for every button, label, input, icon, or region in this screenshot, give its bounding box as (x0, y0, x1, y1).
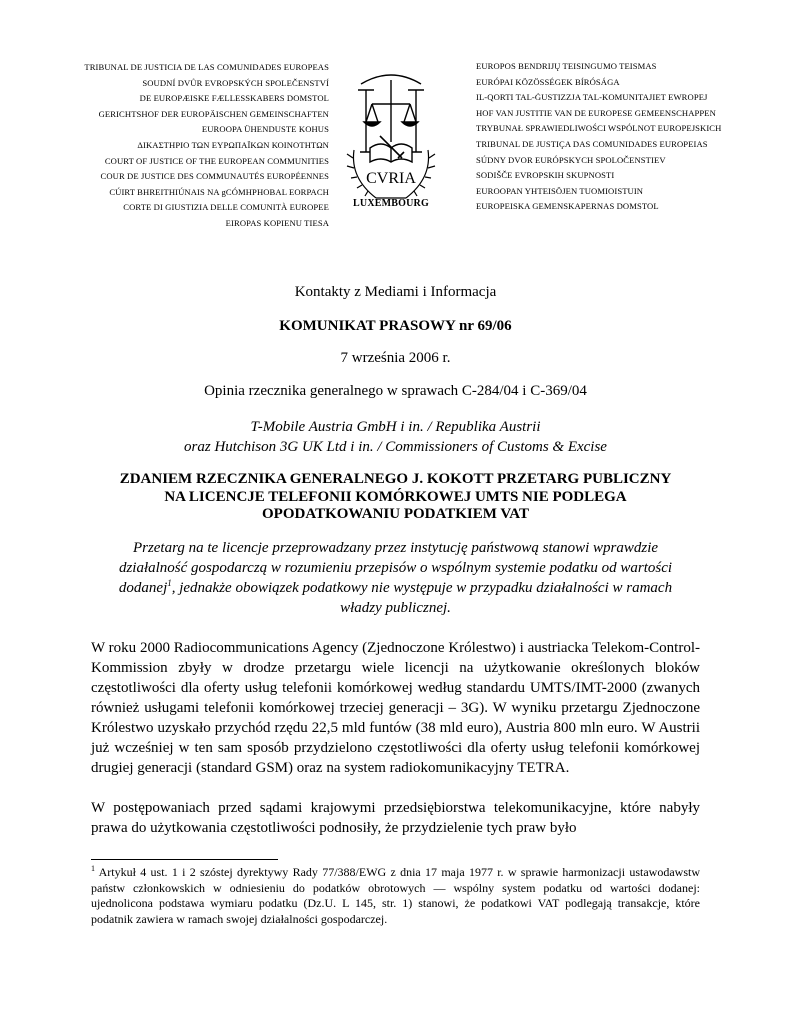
body-paragraph: W postępowaniach przed sądami krajowymi przedsiębiorstwa telekomunikacyjne, które nabyły prawa do użytkowania częstotliwości podnosiły, że przydzielenie tych praw było (91, 800, 700, 836)
parties-line: oraz Hutchison 3G UK Ltd i in. / Commissioners of Customs & Excise (184, 439, 607, 455)
footnote-number: 1 (91, 864, 95, 873)
department-line: Kontakty z Mediami i Informacja (294, 284, 497, 300)
case-parties (60, 417, 731, 457)
parties-line: T-Mobile Austria GmbH i in. / Republika Austrii (250, 419, 541, 435)
headline-line: ZDANIEM RZECZNIKA GENERALNEGO J. KOKOTT PRZETARG PUBLICZNY (119, 471, 672, 487)
court-name: TRIBUNAL DE JUSTIÇA DAS COMUNIDADES EUROPEIAS (476, 138, 708, 149)
footnote-text: Artykuł 4 ust. 1 i 2 szóstej dyrektywy Rady 77/388/EWG z dnia 17 maja 1977 r. w sprawie harmonizacji ustawodawstw państw członkowskich w odniesieniu do podatków obrotowych — wspólny system podatku od wartości dodanej: ujednolicona podstawa wymiaru podatku (Dz.U. L 145, str. 1) stanowi, że podatkowi VAT podlegają transakcje, które podatnik zawiera w ramach swojej działalności gospodarczej. (91, 865, 700, 926)
headline-line: OPODATKOWANIU PODATKIEM VAT (262, 506, 529, 522)
court-name: EURÓPAI KÖZÖSSÉGEK BÍRÓSÁGA (476, 76, 620, 87)
release-date: 7 września 2006 r. (340, 350, 451, 366)
court-name: DE EUROPÆISKE FÆLLESSKABERS DOMSTOL (139, 93, 329, 104)
court-name: COURT OF JUSTICE OF THE EUROPEAN COMMUNITIES (104, 155, 329, 166)
court-name: COUR DE JUSTICE DES COMMUNAUTÉS EUROPÉENNES (100, 171, 329, 182)
court-name: CORTE DI GIUSTIZIA DELLE COMUNITÀ EUROPEE (123, 202, 329, 213)
court-name: HOF VAN JUSTITIE VAN DE EUROPESE GEMEENSCHAPPEN (476, 107, 716, 118)
logo-text: CVRIA (366, 170, 416, 187)
footnote (91, 865, 700, 927)
summary-text: , jednakże obowiązek podatkowy nie występuje w przypadku działalności w ramach władzy publicznej. (171, 580, 673, 616)
court-name: TRIBUNAL DE JUSTICIA DE LAS COMUNIDADES EUROPEAS (84, 62, 329, 72)
court-name: GERICHTSHOF DER EUROPÄISCHEN GEMEINSCHAFTEN (98, 108, 329, 119)
summary-text: Przetarg na te licencje przeprowadzany przez instytucję państwową stanowi wprawdzie działalność gospodarczą w rozumieniu przepisów o wspólnym systemie podatku od wartości dodanej (118, 540, 673, 596)
summary-lead (112, 538, 679, 618)
headline-line: NA LICENCJE TELEFONII KOMÓRKOWEJ UMTS NIE PODLEGA (164, 488, 627, 505)
letterhead-court-names-right (476, 59, 776, 215)
body-paragraph: W roku 2000 Radiocommunications Agency (Zjednoczone Królestwo) i austriacka Telekom-Control-Kommission zbyły w drodze przetargu wiele licencji na użytkowanie określonych bloków częstotliwości dla oferty usług telefonii komórkowej według standardu UMTS/IMT-2000 (zwanych również usługami telefonii komórkowej trzeciej generacji – 3G). W wyniku przetargu Zjednoczone Królestwo uzyskało przychód rzędu 22,5 mld funtów (38 mld euro), Austria 800 mln euro. W Austrii już wcześniej w ten sam sposób przydzielono częstotliwości dla oferty usług telefonii komórkowej drugiej generacji (standard GSM) oraz na system radiokomunikacyjny TETRA. (91, 640, 700, 776)
letterhead-court-names-left (29, 60, 329, 232)
footnote-separator (91, 859, 278, 860)
court-name: TRYBUNAŁ SPRAWIEDLIWOŚCI WSPÓLNOT EUROPEJSKICH (476, 123, 722, 134)
court-name: CÚIRT BHREITHIÚNAIS NA gCÓMHPHOBAL EORPACH (109, 186, 329, 197)
opinion-cases: Opinia rzecznika generalnego w sprawach C-284/04 i C-369/04 (204, 383, 587, 399)
letterhead-city: LUXEMBOURG (353, 198, 429, 209)
court-name: EUROPOS BENDRIJŲ TEISINGUMO TEISMAS (476, 61, 657, 71)
court-name: SOUDNÍ DVŮR EVROPSKÝCH SPOLEČENSTVÍ (142, 77, 329, 88)
court-name: SÚDNY DVOR EURÓPSKYCH SPOLOČENSTIEV (476, 154, 666, 165)
court-name: SODIŠČE EVROPSKIH SKUPNOSTI (476, 170, 615, 181)
court-name: EUROOPAN YHTEISÖJEN TUOMIOISTUIN (476, 185, 644, 196)
court-name: ΔΙΚΑΣΤΗΡΙΟ ΤΩΝ ΕΥΡΩΠΑΪΚΩΝ ΚΟΙΝΟΤΗΤΩΝ (137, 139, 329, 150)
court-name: IL-QORTI TAL-ĠUSTIZZJA TAL-KOMUNITAJIET EWROPEJ (476, 92, 708, 103)
headline (60, 471, 731, 524)
court-name: EUROOPA ÜHENDUSTE KOHUS (201, 124, 329, 135)
press-release-number: KOMUNIKAT PRASOWY nr 69/06 (279, 318, 512, 334)
footnote-reference[interactable]: 1 (167, 578, 172, 588)
court-name: EIROPAS KOPIENU TIESA (225, 217, 329, 228)
court-name: EUROPEISKA GEMENSKAPERNAS DOMSTOL (476, 201, 659, 212)
curia-logo-icon (336, 70, 446, 210)
